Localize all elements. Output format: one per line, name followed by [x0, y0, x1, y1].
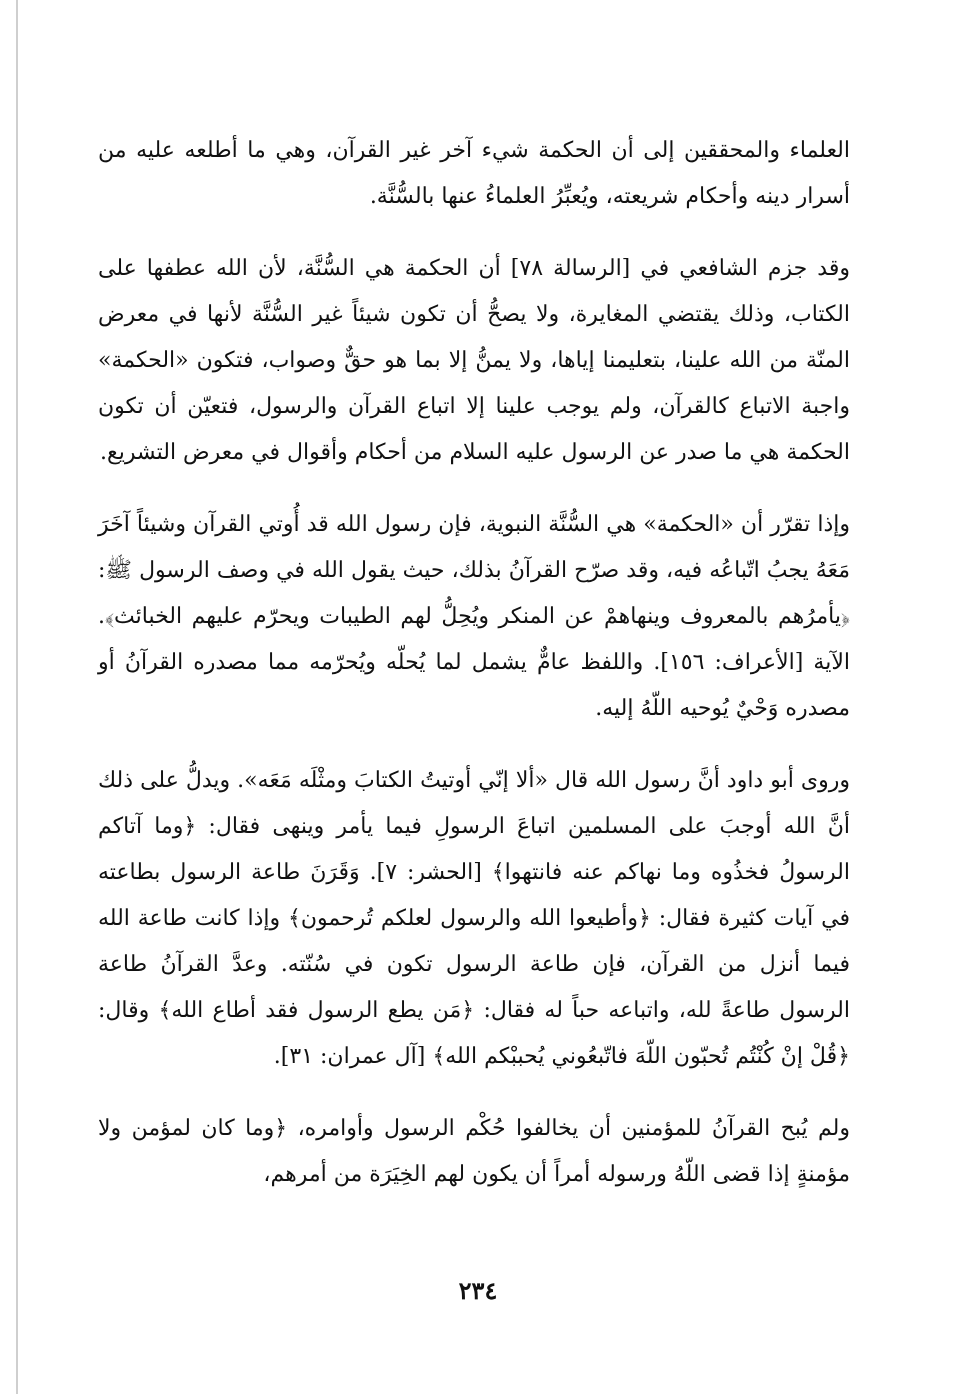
- body-text: [98, 128, 850, 1224]
- page-number: ٢٣٤: [458, 1276, 498, 1305]
- page-edge-shadow: [16, 0, 18, 1394]
- paragraph-2: وقد جزم الشافعي في [الرسالة ٧٨] أن الحكمة هي السُّنَّة، لأن الله عطفها على الكتاب، وذلك يقتضي المغايرة، ولا يصحُّ أن تكون شيئاً غير السُّنَّة لأنها في معرض المنّة من الله علينا، بتعليمنا إياها، ولا يمنُّ إلا بما هو حقٌّ وصواب، فتكون «الحكمة» واجبة الاتباع كالقرآن، ولم يوجب علينا إلا اتباع القرآن والرسول، فتعيّن أن تكون الحكمة هي ما صدر عن الرسول عليه السلام من أحكام وأقوال في معرض التشريع.: [98, 256, 850, 465]
- paragraph-5: ولم يُبح القرآنُ للمؤمنين أن يخالفوا حُكْم الرسول وأوامره، ﴿وما كان لمؤمن ولا مؤمنةٍ إذا قضى اللّهُ ورسوله أمراً أن يكون لهم الخِيَرَة من أمرهم،: [98, 1116, 850, 1187]
- paragraph-1: العلماء والمحققين إلى أن الحكمة شيء آخر غير القرآن، وهي ما أطلعه عليه من أسرار دينه وأحكام شريعته، ويُعبِّرُ العلماءُ عنها بالسُّنَّة.: [98, 138, 850, 209]
- paragraph-3: وإذا تقرّر أن «الحكمة» هي السُّنَّة النبوية، فإن رسول الله قد أُوتي القرآن وشيئاً آخَرَ مَعَهُ يجبُ اتّباعُه فيه، وقد صرّح القرآنُ بذلك، حيث يقول الله في وصف الرسول ﷺ: ﴿يأمرُهم بالمعروف وينهاهمْ عن المنكر ويُحِلُّ لهم الطيبات ويحرّم عليهم الخبائث﴾. الآية [الأعراف: ١٥٦]. واللفظ عامٌّ يشمل لما يُحلّه ويُحرّمه مما مصدره القرآنُ أو مصدره وَحْيٌ يُوحيه اللّهُ إليه.: [98, 512, 851, 721]
- paragraph-4: وروى أبو داود أنَّ رسول الله قال «ألا إنّي أوتيتُ الكتابَ ومثْلَه مَعَه». ويدلُّ على ذلك أنَّ الله أوجبَ على المسلمين اتباعَ الرسولِ فيما يأمر وينهى فقال: ﴿وما آتاكم الرسولُ فخذُوه وما نهاكم عنه فانتهوا﴾ [الحشر: ٧]. وَقَرَنَ طاعة الرسول بطاعته في آيات كثيرة فقال: ﴿وأطيعوا الله والرسول لعلكم تُرحمون﴾ وإذا كانت طاعة الله فيما أنزل من القرآن، فإن طاعة الرسول تكون في سُنّته. وعدَّ القرآنُ طاعة الرسول طاعةً لله، واتباعه حباً له فقال: ﴿مَن يطع الرسول فقد أطاع الله﴾ وقال: ﴿قُلْ إنْ كُنْتُم تُحبّون اللّهَ فاتّبعُوني يُحببْكم الله﴾ [آل عمران: ٣١].: [98, 768, 850, 1069]
